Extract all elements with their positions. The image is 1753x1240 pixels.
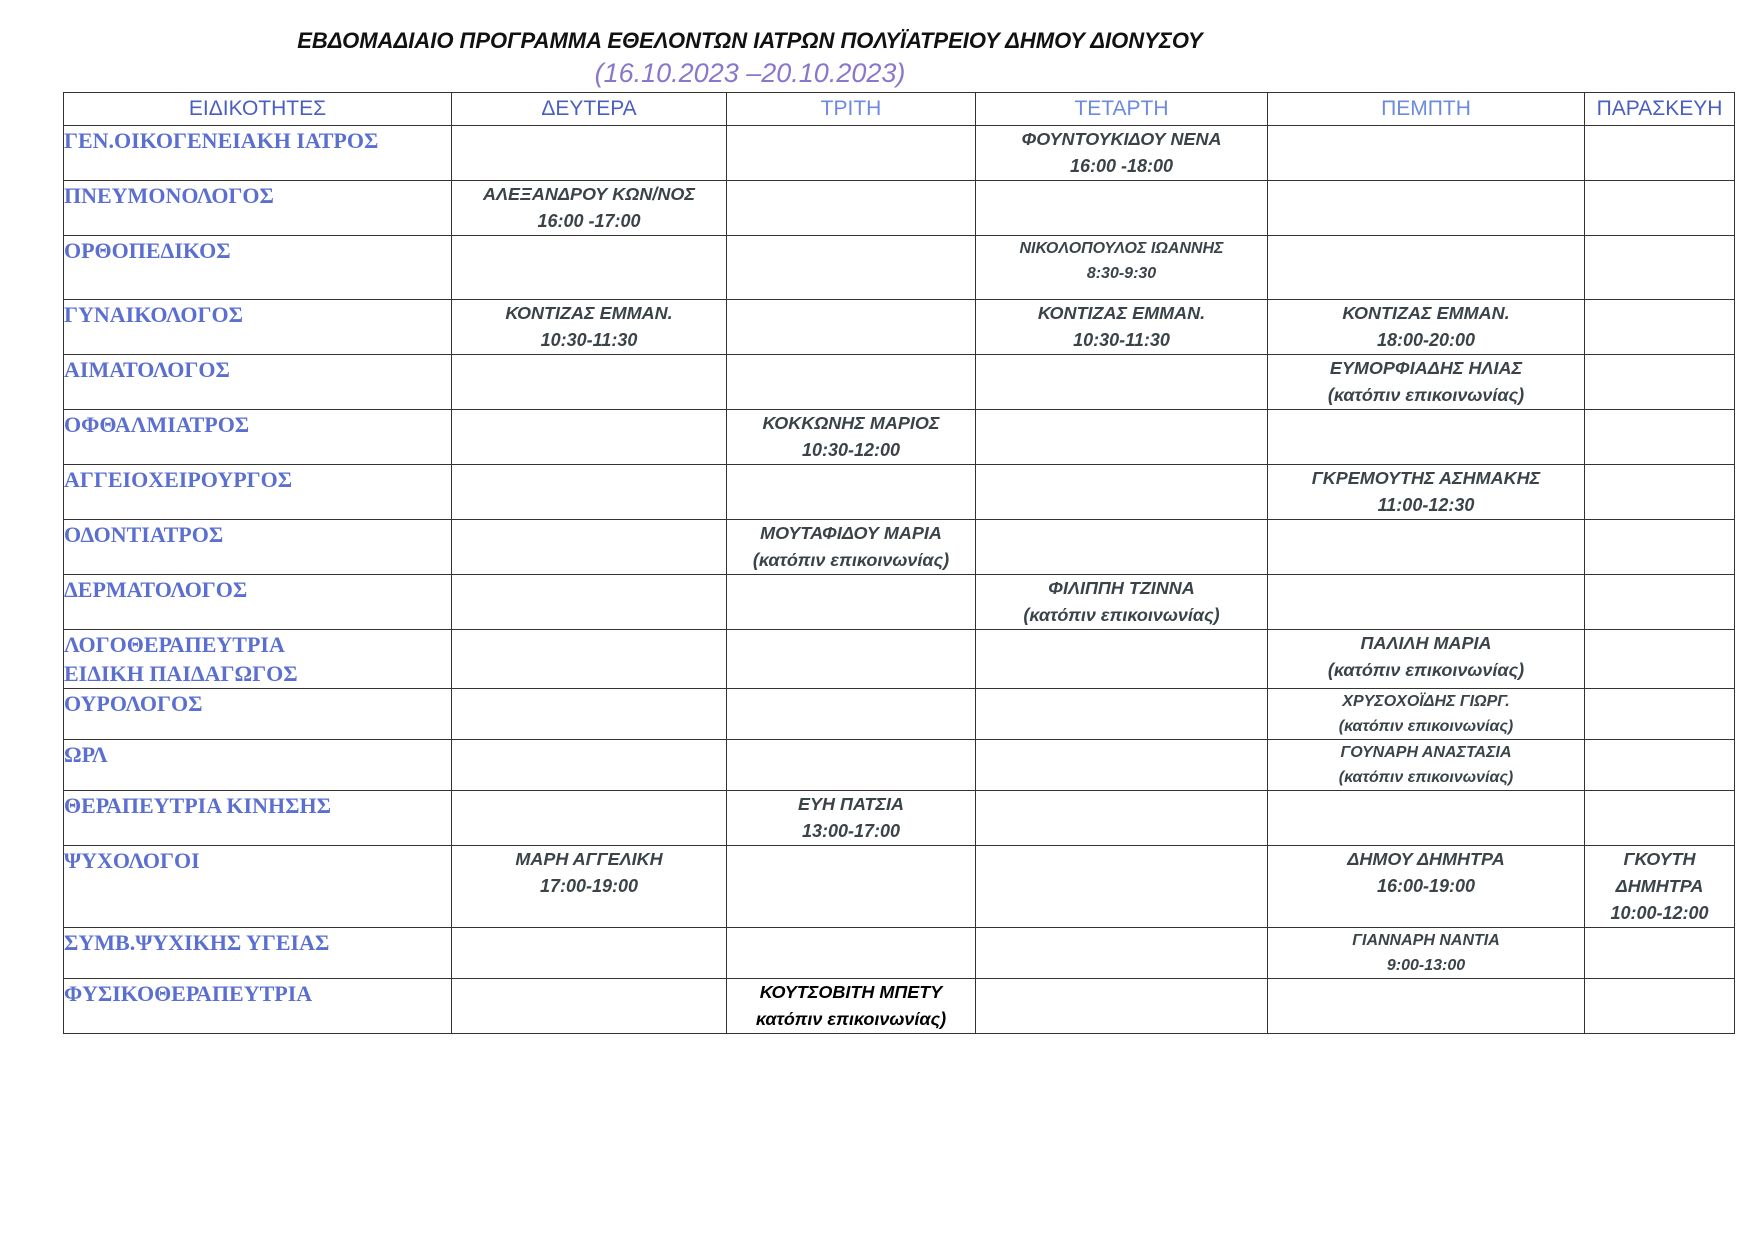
schedule-cell-friday xyxy=(1585,846,1735,928)
schedule-cell-tuesday xyxy=(727,979,976,1034)
schedule-cell-wednesday xyxy=(976,846,1268,928)
doctor-name: ΕΥΗ ΠΑΤΣΙΑ xyxy=(798,794,904,814)
header-row xyxy=(64,93,1735,126)
schedule-detail: 17:00-19:00 xyxy=(539,876,639,896)
doctor-name: ΜΟΥΤΑΦΙΔΟΥ ΜΑΡΙΑ xyxy=(760,523,942,543)
specialty-cell: ΓΥΝΑΙΚΟΛΟΓΟΣ xyxy=(64,300,452,355)
schedule-detail: 16:00 -18:00 xyxy=(1069,156,1174,176)
schedule-cell-monday xyxy=(452,181,727,236)
schedule-cell-tuesday xyxy=(727,846,976,928)
schedule-cell-friday xyxy=(1585,928,1735,979)
doctor-name: ΝΙΚΟΛΟΠΟΥΛΟΣ ΙΩΑΝΝΗΣ xyxy=(1019,240,1224,257)
header-friday: ΠΑΡΑΣΚΕΥΗ xyxy=(1585,93,1735,126)
table-row xyxy=(64,791,1735,846)
schedule-cell-tuesday xyxy=(727,630,976,689)
schedule-detail: 9:00-13:00 xyxy=(1386,957,1466,974)
schedule-detail: 8:30-9:30 xyxy=(1086,265,1157,282)
schedule-cell-wednesday xyxy=(976,181,1268,236)
schedule-cell-wednesday xyxy=(976,465,1268,520)
schedule-cell-friday xyxy=(1585,575,1735,630)
table-row xyxy=(64,300,1735,355)
schedule-detail: (κατόπιν επικοινωνίας) xyxy=(1327,660,1525,680)
doctor-name: ΚΟΝΤΙΖΑΣ ΕΜΜΑΝ. xyxy=(505,303,673,323)
doctor-name: ΚΟΝΤΙΖΑΣ ΕΜΜΑΝ. xyxy=(1037,303,1206,323)
specialty-cell: ΩΡΛ xyxy=(64,740,452,791)
schedule-cell-tuesday xyxy=(727,520,976,575)
schedule-cell-thursday xyxy=(1268,465,1585,520)
schedule-detail: 10:30-11:30 xyxy=(540,330,638,350)
specialty-cell: ΘΕΡΑΠΕΥΤΡΙΑ ΚΙΝΗΣΗΣ xyxy=(64,791,452,846)
schedule-cell-thursday xyxy=(1268,410,1585,465)
schedule-cell-thursday xyxy=(1268,791,1585,846)
schedule-cell-tuesday xyxy=(727,575,976,630)
schedule-cell-tuesday xyxy=(727,300,976,355)
schedule-detail: 10:00-12:00 xyxy=(1610,903,1709,923)
schedule-cell-monday xyxy=(452,126,727,181)
specialty-cell: ΨΥΧΟΛΟΓΟΙ xyxy=(64,846,452,928)
schedule-cell-monday xyxy=(452,846,727,928)
doctor-name: ΚΟΝΤΙΖΑΣ ΕΜΜΑΝ. xyxy=(1342,303,1510,323)
schedule-cell-monday xyxy=(452,928,727,979)
schedule-cell-tuesday xyxy=(727,236,976,300)
doctor-name: ΔΗΜΟΥ ΔΗΜΗΤΡΑ xyxy=(1347,849,1505,869)
schedule-cell-tuesday xyxy=(727,410,976,465)
doctor-name: ΓΚΡΕΜΟΥΤΗΣ ΑΣΗΜΑΚΗΣ xyxy=(1311,468,1541,488)
table-row xyxy=(64,689,1735,740)
specialty-cell: ΟΡΘΟΠΕΔΙΚΟΣ xyxy=(64,236,452,300)
schedule-cell-wednesday xyxy=(976,300,1268,355)
schedule-cell-tuesday xyxy=(727,791,976,846)
schedule-cell-wednesday xyxy=(976,791,1268,846)
specialty-cell: ΑΙΜΑΤΟΛΟΓΟΣ xyxy=(64,355,452,410)
schedule-cell-thursday xyxy=(1268,689,1585,740)
schedule-cell-tuesday xyxy=(727,126,976,181)
schedule-cell-friday xyxy=(1585,355,1735,410)
doctor-name: ΑΛΕΞΑΝΔΡΟΥ ΚΩΝ/ΝΟΣ xyxy=(483,184,695,204)
schedule-detail: (κατόπιν επικοινωνίας) xyxy=(1338,769,1514,786)
schedule-cell-friday xyxy=(1585,236,1735,300)
schedule-cell-monday xyxy=(452,355,727,410)
schedule-cell-monday xyxy=(452,300,727,355)
doctor-name: ΧΡΥΣΟΧΟΪΔΗΣ ΓΙΩΡΓ. xyxy=(1342,693,1510,710)
specialty-cell: ΠΝΕΥΜΟΝΟΛΟΓΟΣ xyxy=(64,181,452,236)
header-thursday: ΠΕΜΠΤΗ xyxy=(1268,93,1585,126)
table-row xyxy=(64,846,1735,928)
schedule-cell-friday xyxy=(1585,630,1735,689)
schedule-detail: 16:00 -17:00 xyxy=(537,211,641,231)
schedule-cell-wednesday xyxy=(976,355,1268,410)
schedule-cell-monday xyxy=(452,575,727,630)
table-row xyxy=(64,575,1735,630)
schedule-body xyxy=(64,126,1735,1034)
schedule-detail: 11:00-12:30 xyxy=(1377,495,1475,515)
schedule-cell-monday xyxy=(452,740,727,791)
schedule-cell-wednesday xyxy=(976,126,1268,181)
table-row xyxy=(64,465,1735,520)
schedule-cell-monday xyxy=(452,979,727,1034)
header-wednesday: ΤΕΤΑΡΤΗ xyxy=(976,93,1268,126)
schedule-cell-tuesday xyxy=(727,740,976,791)
table-row xyxy=(64,410,1735,465)
schedule-cell-tuesday xyxy=(727,465,976,520)
schedule-cell-wednesday xyxy=(976,689,1268,740)
schedule-cell-wednesday xyxy=(976,236,1268,300)
schedule-detail: 10:30-12:00 xyxy=(801,440,901,460)
specialty-cell: ΟΔΟΝΤΙΑΤΡΟΣ xyxy=(64,520,452,575)
specialty-cell: ΟΥΡΟΛΟΓΟΣ xyxy=(64,689,452,740)
schedule-detail: (κατόπιν επικοινωνίας) xyxy=(1023,605,1220,625)
schedule-detail: 16:00-19:00 xyxy=(1376,876,1476,896)
schedule-detail: (κατόπιν επικοινωνίας) xyxy=(1327,385,1525,405)
doctor-name: ΓΚΟΥΤΗ xyxy=(1623,849,1696,869)
schedule-detail: (κατόπιν επικοινωνίας) xyxy=(1338,718,1514,735)
schedule-cell-friday xyxy=(1585,465,1735,520)
schedule-cell-wednesday xyxy=(976,740,1268,791)
schedule-cell-friday xyxy=(1585,410,1735,465)
specialty-cell: ΟΦΘΑΛΜΙΑΤΡΟΣ xyxy=(64,410,452,465)
schedule-cell-wednesday xyxy=(976,520,1268,575)
doctor-name: ΜΑΡΗ ΑΓΓΕΛΙΚΗ xyxy=(515,849,663,869)
doctor-name: ΠΑΛΙΛΗ ΜΑΡΙΑ xyxy=(1360,633,1492,653)
table-row xyxy=(64,740,1735,791)
doctor-name: ΓΟΥΝΑΡΗ ΑΝΑΣΤΑΣΙΑ xyxy=(1340,744,1512,761)
schedule-cell-thursday xyxy=(1268,300,1585,355)
schedule-detail: κατόπιν επικοινωνίας) xyxy=(755,1009,947,1029)
table-row xyxy=(64,355,1735,410)
schedule-cell-wednesday xyxy=(976,928,1268,979)
table-row xyxy=(64,630,1735,689)
schedule-cell-tuesday xyxy=(727,928,976,979)
table-row xyxy=(64,928,1735,979)
schedule-cell-thursday xyxy=(1268,740,1585,791)
schedule-detail: 10:30-11:30 xyxy=(1073,330,1170,350)
schedule-cell-thursday xyxy=(1268,979,1585,1034)
schedule-cell-friday xyxy=(1585,126,1735,181)
schedule-cell-wednesday xyxy=(976,575,1268,630)
doctor-name: ΚΟΚΚΩΝΗΣ ΜΑΡΙΟΣ xyxy=(762,413,940,433)
table-row xyxy=(64,979,1735,1034)
table-row xyxy=(64,181,1735,236)
table-row xyxy=(64,126,1735,181)
schedule-detail: ΔΗΜΗΤΡΑ xyxy=(1615,876,1704,896)
schedule-cell-thursday xyxy=(1268,575,1585,630)
schedule-cell-thursday xyxy=(1268,520,1585,575)
schedule-cell-tuesday xyxy=(727,689,976,740)
schedule-cell-friday xyxy=(1585,520,1735,575)
specialty-cell: ΛΟΓΟΘΕΡΑΠΕΥΤΡΙΑ ΕΙΔΙΚΗ ΠΑΙΔΑΓΩΓΟΣ xyxy=(64,630,452,689)
schedule-detail: (κατόπιν επικοινωνίας) xyxy=(752,550,950,570)
schedule-cell-thursday xyxy=(1268,928,1585,979)
schedule-cell-friday xyxy=(1585,181,1735,236)
date-range: (16.10.2023 –20.10.2023) xyxy=(594,58,906,88)
schedule-cell-monday xyxy=(452,410,727,465)
schedule-cell-friday xyxy=(1585,740,1735,791)
page-title: ΕΒΔΟΜΑΔΙΑΙΟ ΠΡΟΓΡΑΜΜΑ ΕΘΕΛΟΝΤΩΝ ΙΑΤΡΩΝ ΠΟΛΥΪΑΤΡΕΙΟΥ ΔΗΜΟΥ ΔΙΟΝΥΣΟΥ xyxy=(297,28,1203,53)
schedule-cell-monday xyxy=(452,689,727,740)
schedule-cell-monday xyxy=(452,236,727,300)
schedule-cell-thursday xyxy=(1268,630,1585,689)
header-monday: ΔΕΥΤΕΡΑ xyxy=(452,93,727,126)
schedule-cell-wednesday xyxy=(976,979,1268,1034)
schedule-cell-thursday xyxy=(1268,846,1585,928)
header-tuesday: ΤΡΙΤΗ xyxy=(727,93,976,126)
schedule-detail: 18:00-20:00 xyxy=(1376,330,1476,350)
schedule-cell-wednesday xyxy=(976,630,1268,689)
specialty-cell: ΓΕΝ.ΟΙΚΟΓΕΝΕΙΑΚΗ ΙΑΤΡΟΣ xyxy=(64,126,452,181)
table-row xyxy=(64,520,1735,575)
schedule-cell-monday xyxy=(452,520,727,575)
specialty-cell: ΔΕΡΜΑΤΟΛΟΓΟΣ xyxy=(64,575,452,630)
schedule-cell-thursday xyxy=(1268,126,1585,181)
header-specialties: ΕΙΔΙΚΟΤΗΤΕΣ xyxy=(64,93,452,126)
schedule-table xyxy=(63,92,1735,1034)
doctor-name: ΓΙΑΝΝΑΡΗ ΝΑΝΤΙΑ xyxy=(1352,932,1500,949)
schedule-detail: 13:00-17:00 xyxy=(801,821,901,841)
specialty-cell: ΣΥΜΒ.ΨΥΧΙΚΗΣ ΥΓΕΙΑΣ xyxy=(64,928,452,979)
schedule-cell-friday xyxy=(1585,300,1735,355)
specialty-cell: ΑΓΓΕΙΟΧΕΙΡΟΥΡΓΟΣ xyxy=(64,465,452,520)
schedule-cell-friday xyxy=(1585,689,1735,740)
schedule-cell-friday xyxy=(1585,791,1735,846)
doctor-name: ΕΥΜΟΡΦΙΑΔΗΣ ΗΛΙΑΣ xyxy=(1329,358,1523,378)
table-row xyxy=(64,236,1735,300)
specialty-cell: ΦΥΣΙΚΟΘΕΡΑΠΕΥΤΡΙΑ xyxy=(64,979,452,1034)
doctor-name: ΚΟΥΤΣΟΒΙΤΗ ΜΠΕΤΥ xyxy=(759,982,943,1002)
schedule-cell-thursday xyxy=(1268,355,1585,410)
schedule-cell-thursday xyxy=(1268,236,1585,300)
doctor-name: ΦΟΥΝΤΟΥΚΙΔΟΥ ΝΕΝΑ xyxy=(1021,129,1222,149)
schedule-cell-monday xyxy=(452,630,727,689)
schedule-cell-friday xyxy=(1585,979,1735,1034)
schedule-cell-monday xyxy=(452,791,727,846)
schedule-cell-tuesday xyxy=(727,181,976,236)
schedule-cell-monday xyxy=(452,465,727,520)
schedule-cell-tuesday xyxy=(727,355,976,410)
schedule-cell-thursday xyxy=(1268,181,1585,236)
schedule-cell-wednesday xyxy=(976,410,1268,465)
doctor-name: ΦΙΛΙΠΠΗ ΤΖΙΝΝΑ xyxy=(1048,578,1195,598)
